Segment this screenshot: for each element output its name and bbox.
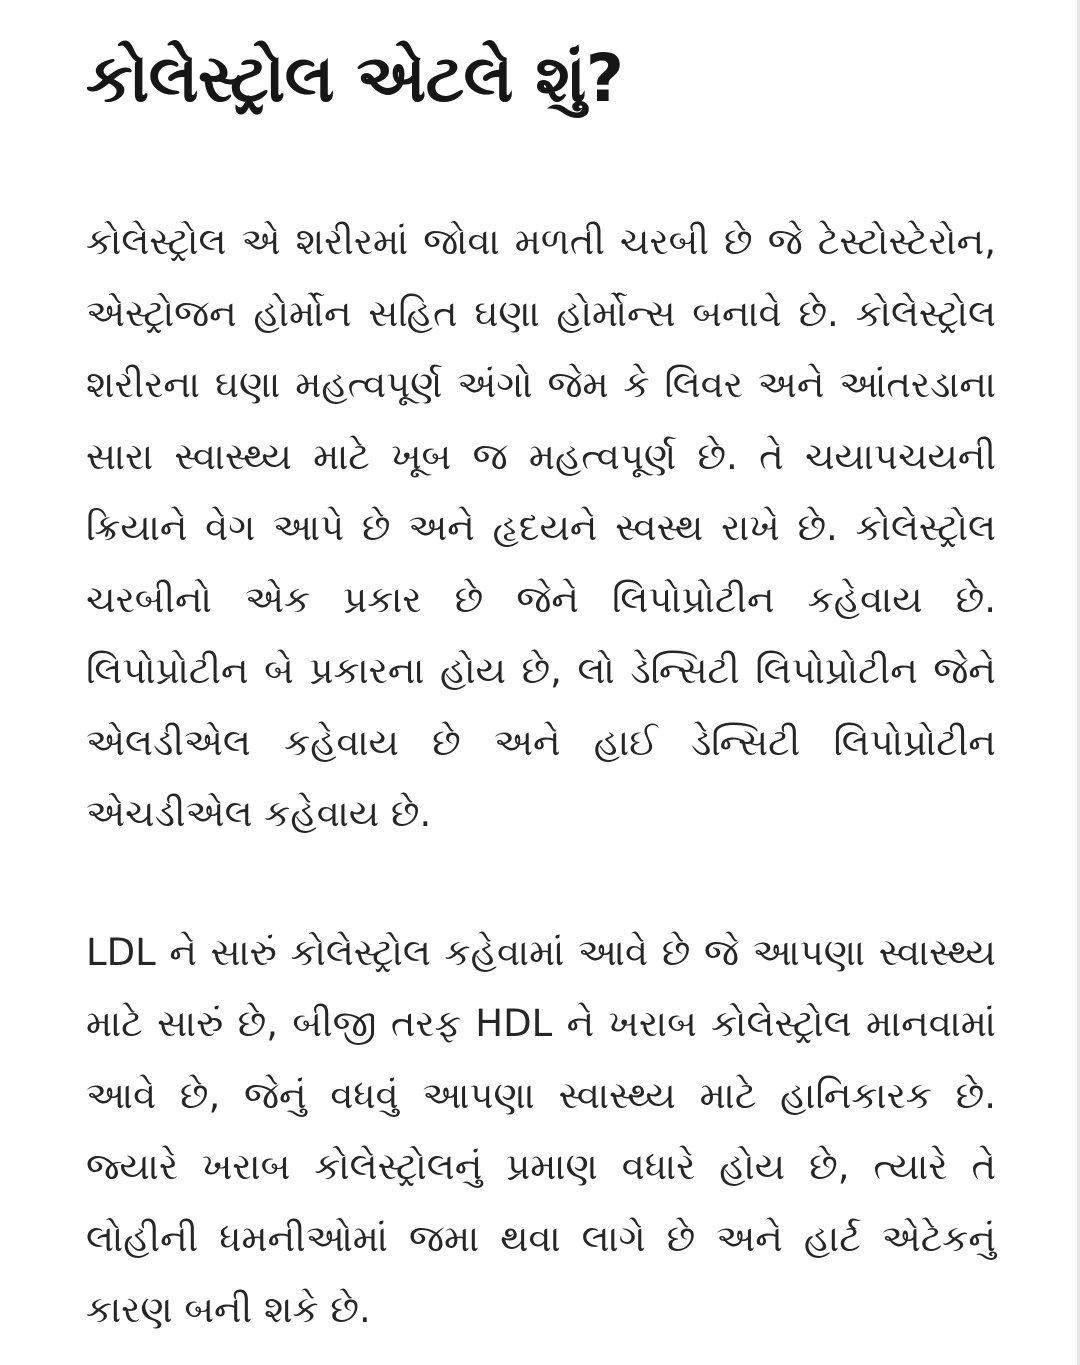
article-paragraph-cholesterol-definition: કોલેસ્ટ્રોલ એ શરીરમાં જોવા મળતી ચરબી છે જે ટેસ્ટોસ્ટેરોન, એસ્ટ્રોજન હોર્મોન સહિત ઘણા હોર્મોન્સ બનાવે છે. કોલેસ્ટ્રોલ શરીરના ઘણા મહત્વપૂર્ણ અંગો જેમ કે લિવર અને આંતરડાના સારા સ્વાસ્થ્ય માટે ખૂબ જ મહત્વપૂર્ણ છે. તે ચયાપચયની ક્રિયાને વેગ આપે છે અને હૃદયને સ્વસ્થ રાખે છે. કોલેસ્ટ્રોલ ચરબીનો એક પ્રકાર છે જેને લિપોપ્રોટીન કહેવાય છે. લિપોપ્રોટીન બે પ્રકારના હોય છે, લો ડેન્સિટી લિપોપ્રોટીન જેને એલડીએલ કહેવાય છે અને હાઈ ડેન્સિટી લિપોપ્રોટીન એચડીએલ કહેવાય છે. bbox=[86, 220, 996, 835]
article-paragraph-ldl-hdl: LDL ને સારું કોલેસ્ટ્રોલ કહેવામાં આવે છે જે આપણા સ્વાસ્થ્ય માટે સારું છે, બીજી તરફ HDL ને ખરાબ કોલેસ્ટ્રોલ માનવામાં આવે છે, જેનું વધવું આપણા સ્વાસ્થ્ય માટે હાનિકારક છે. જ્યારે ખરાબ કોલેસ્ટ્રોલનું પ્રમાણ વધારે હોય છે, ત્યારે તે લોહીની ધમનીઓમાં જમા થવા લાગે છે અને હાર્ટ એટેકનું કારણ બની શકે છે. bbox=[86, 930, 996, 1331]
article bbox=[86, 0, 996, 1346]
article-title: કોલેસ્ટ્રોલ એટલે શું? bbox=[86, 40, 624, 117]
